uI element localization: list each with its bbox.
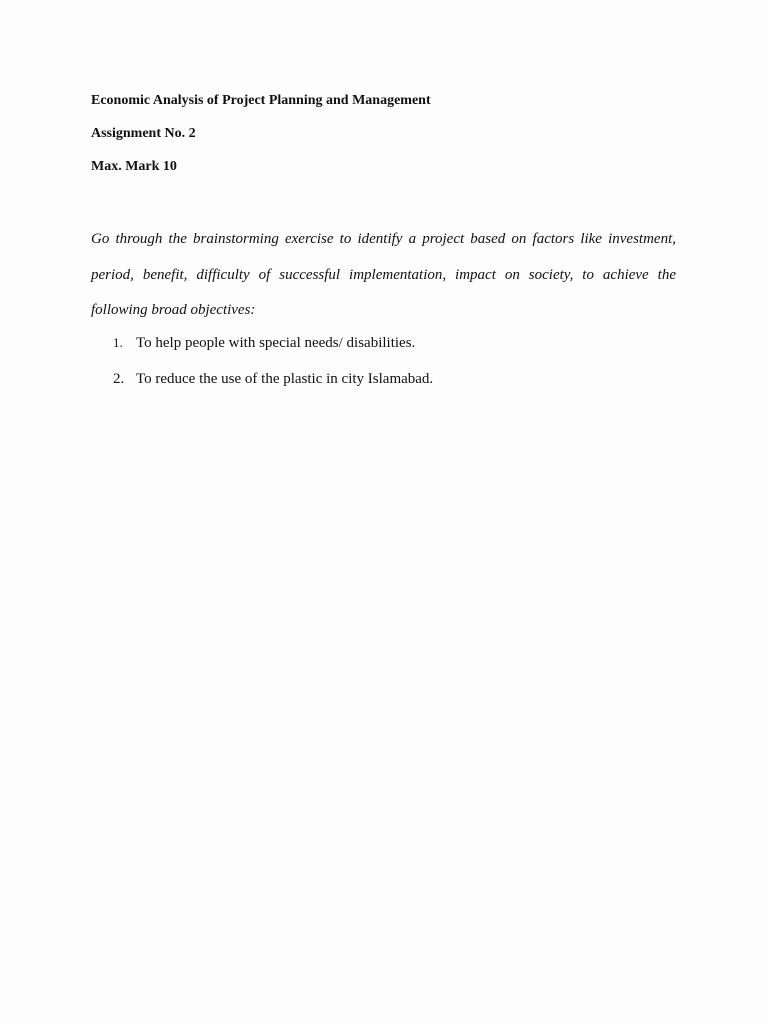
objectives-list xyxy=(91,330,676,402)
max-mark: Max. Mark 10 xyxy=(91,159,177,174)
list-item-number: 1. xyxy=(113,335,123,350)
list-item xyxy=(91,330,676,366)
assignment-number: Assignment No. 2 xyxy=(91,126,196,141)
list-item-text: To reduce the use of the plastic in city Islamabad. xyxy=(136,371,434,387)
instructions-paragraph: Go through the brainstorming exercise to identify a project based on factors like investment, period, benefit, difficulty of successful implementation, impact on society, to achieve the following broad objectives: xyxy=(91,231,676,319)
document-title: Economic Analysis of Project Planning and Management xyxy=(91,93,431,108)
list-item-number: 2. xyxy=(113,371,125,387)
list-item xyxy=(91,366,676,402)
list-item-text: To help people with special needs/ disabilities. xyxy=(136,335,416,351)
